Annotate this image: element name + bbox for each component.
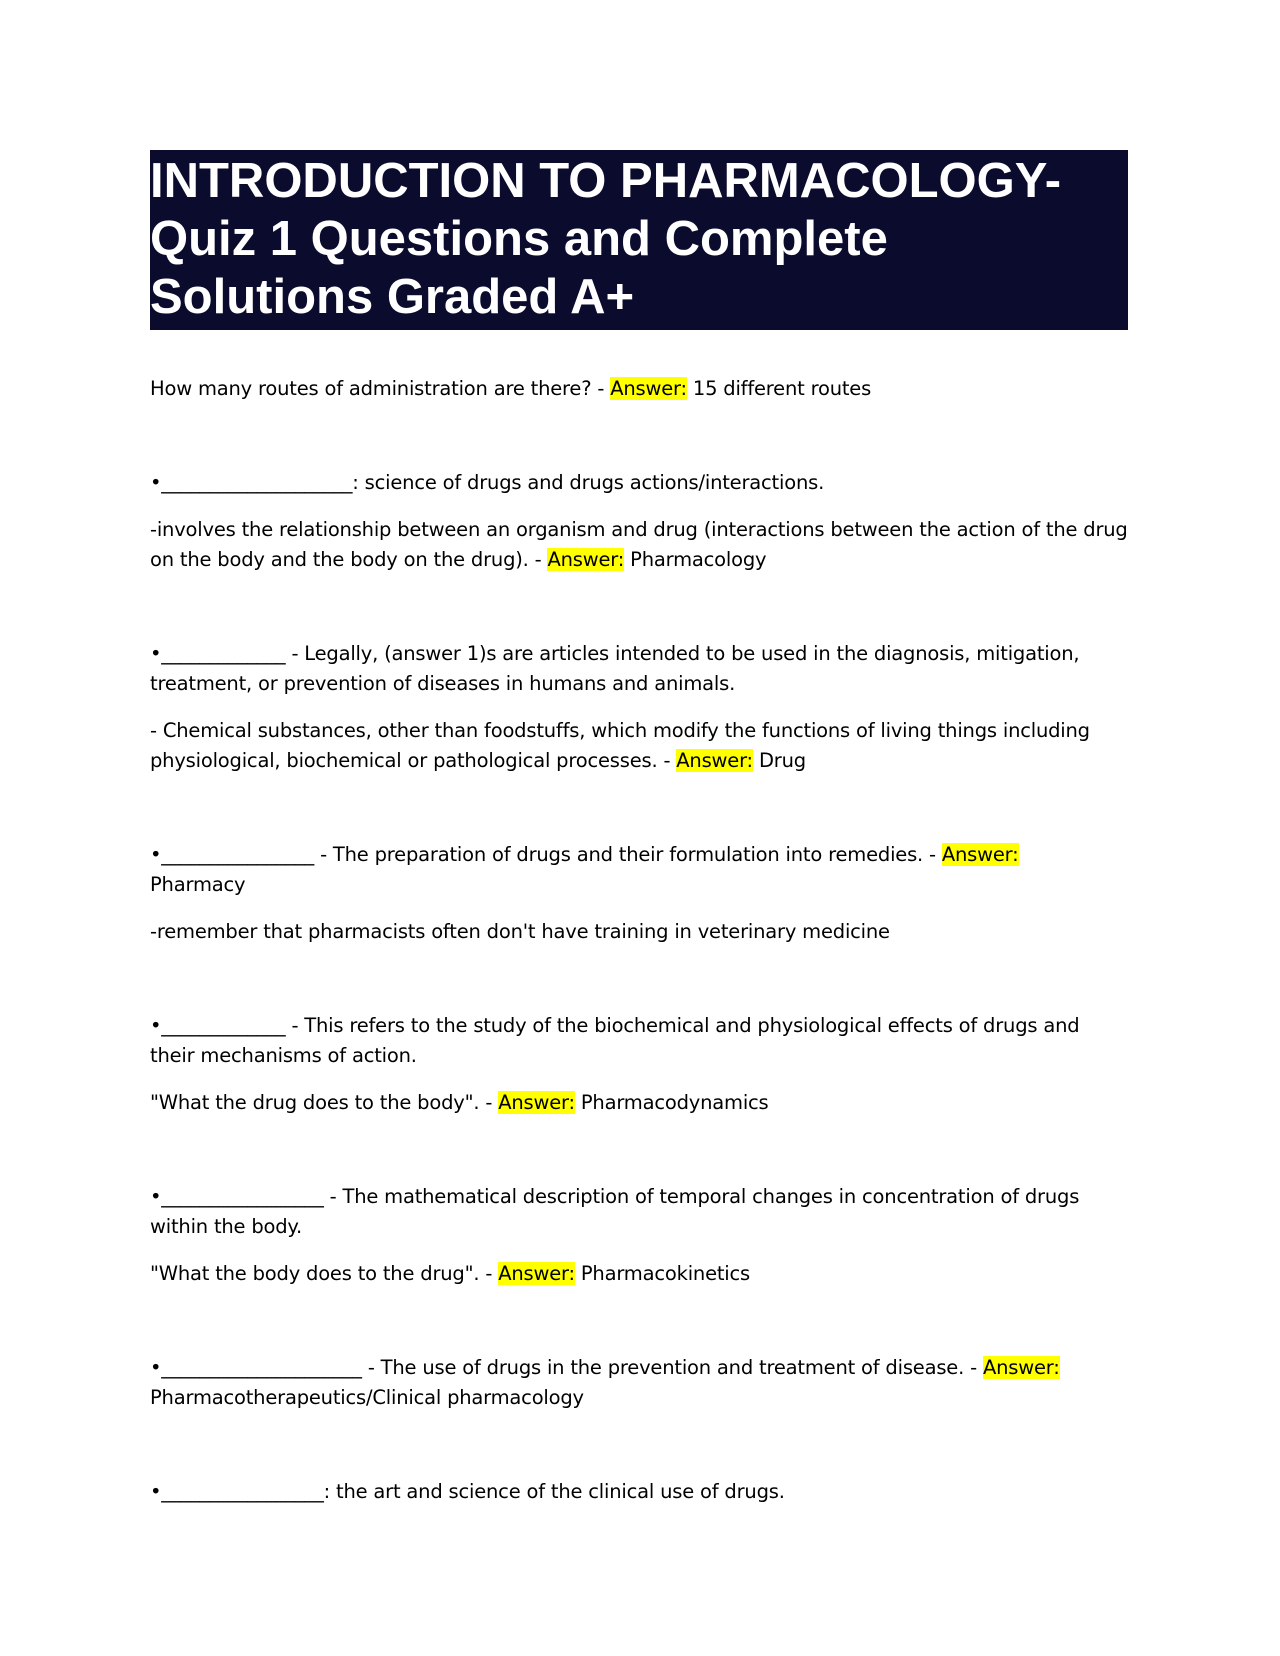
answer-text: Pharmacodynamics — [580, 1091, 769, 1114]
title-line-1: INTRODUCTION TO PHARMACOLOGY- — [150, 154, 1062, 208]
answer-text: Pharmacy — [150, 873, 246, 896]
title-line-3: Solutions Graded A+ — [150, 270, 635, 324]
question-paragraph: "What the drug does to the body". - Answer: Pharmacodynamics — [150, 1091, 769, 1114]
document-page — [150, 150, 1128, 1507]
answer-text: Drug — [758, 749, 806, 772]
answer-text: 15 different routes — [692, 377, 872, 400]
question-paragraph: •_____________ - Legally, (answer 1)s are articles intended to be used in the diagnosis, mitigation, treatment, or prevention of diseases in humans and animals. — [150, 642, 1080, 695]
title-line-2: Quiz 1 Questions and Complete — [150, 212, 888, 266]
question-paragraph: -involves the relationship between an organism and drug (interactions between the action of the drug on the body and the body on the drug). - Answer: Pharmacology — [150, 518, 1128, 571]
answer-label: Answer: — [547, 548, 625, 571]
answer-label: Answer: — [982, 1356, 1060, 1379]
question-paragraph: •_________________: the art and science of the clinical use of drugs. — [150, 1480, 785, 1503]
question-paragraph: •_____________________ - The use of drugs in the prevention and treatment of disease. - Answer: Pharmacotherapeutics/Clinical pharmacology — [150, 1356, 1060, 1409]
document-title — [150, 150, 1128, 330]
question-paragraph: •________________ - The preparation of drugs and their formulation into remedies. - Answer: Pharmacy — [150, 843, 1019, 896]
question-paragraph: •____________________: science of drugs and drugs actions/interactions. — [150, 471, 825, 494]
answer-label: Answer: — [676, 749, 753, 772]
answer-label: Answer: — [498, 1262, 575, 1285]
answer-label: Answer: — [610, 377, 687, 400]
question-paragraph: •_____________ - This refers to the study of the biochemical and physiological effects of drugs and their mechanisms of action. — [150, 1014, 1080, 1067]
answer-text: Pharmacotherapeutics/Clinical pharmacology — [150, 1386, 584, 1409]
question-paragraph: •_________________ - The mathematical description of temporal changes in concentration of drugs within the body. — [150, 1185, 1080, 1238]
question-paragraph: "What the body does to the drug". - Answer: Pharmacokinetics — [150, 1262, 751, 1285]
quiz-content — [150, 374, 1128, 1507]
answer-text: Pharmacokinetics — [580, 1262, 751, 1285]
answer-label: Answer: — [498, 1091, 575, 1114]
question-paragraph: How many routes of administration are there? - Answer: 15 different routes — [150, 377, 872, 400]
answer-text: Pharmacology — [630, 548, 767, 571]
note-paragraph: -remember that pharmacists often don't have training in veterinary medicine — [150, 920, 890, 943]
answer-label: Answer: — [941, 843, 1019, 866]
question-paragraph: - Chemical substances, other than foodstuffs, which modify the functions of living things including physiological, biochemical or pathological processes. - Answer: Drug — [150, 719, 1090, 772]
